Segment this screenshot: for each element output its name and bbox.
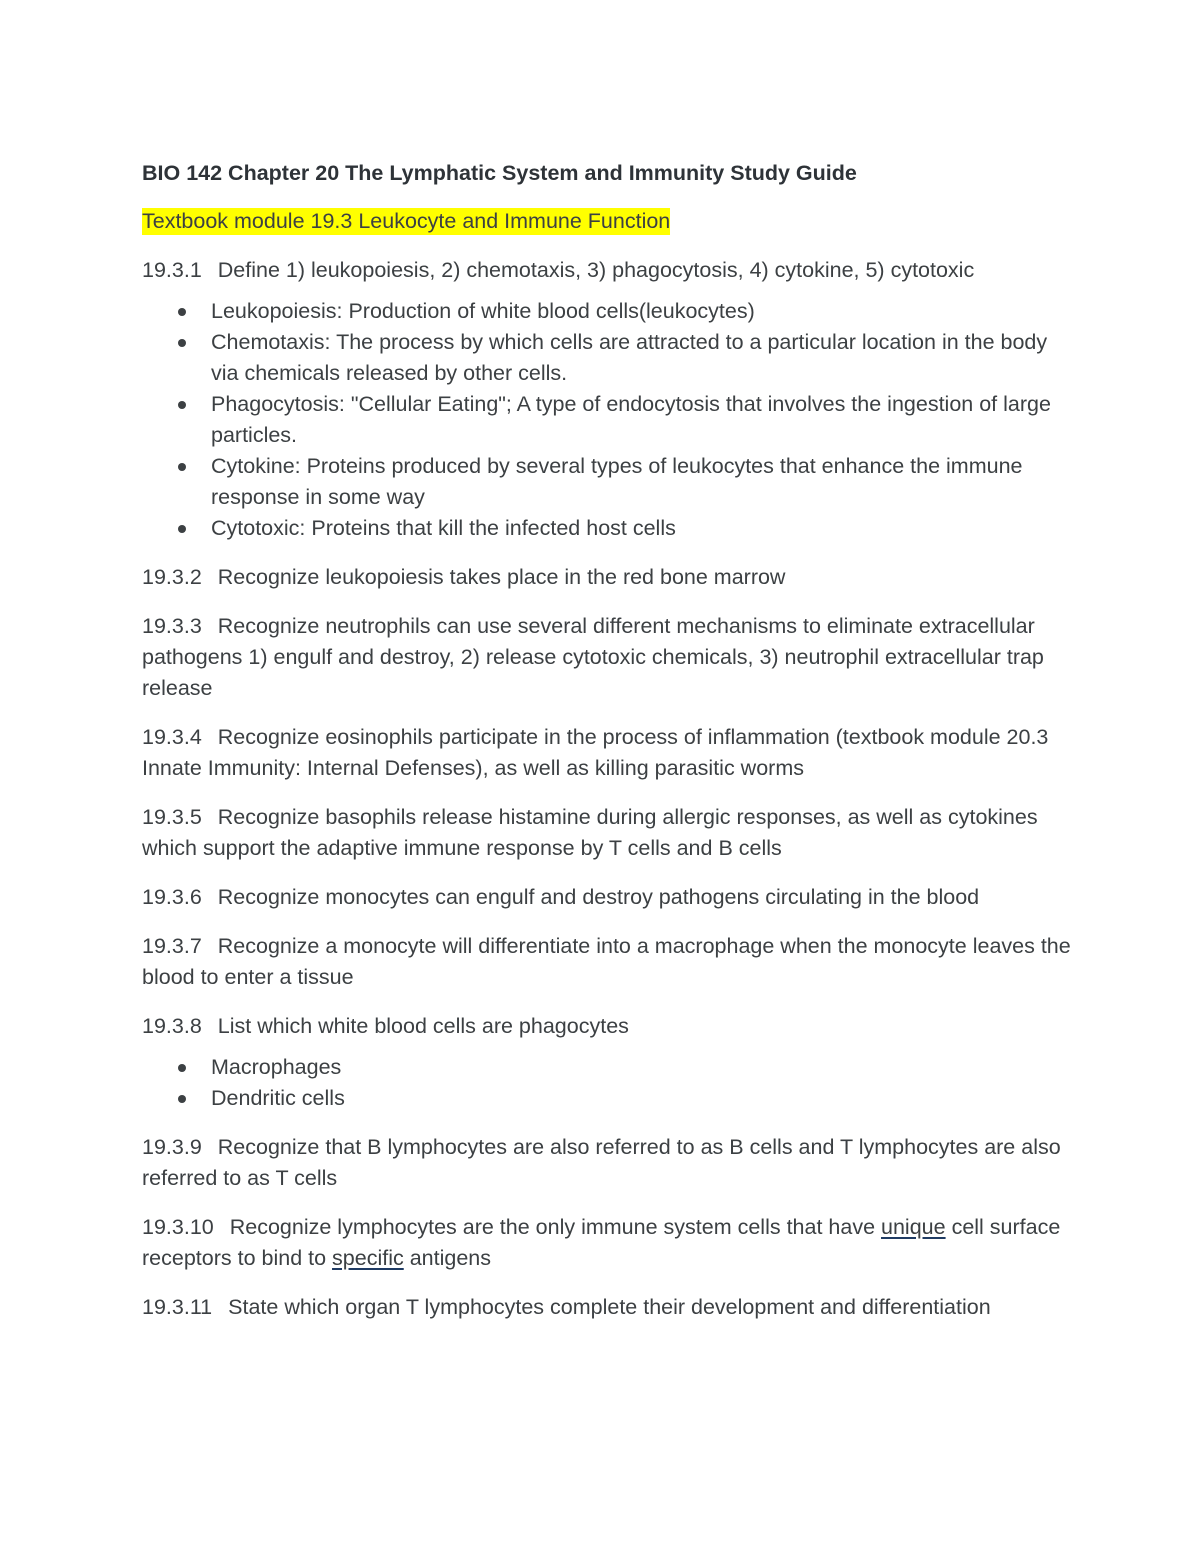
objective-text: Recognize eosinophils participate in the process of inflammation (textbook module 20.3 Innate Immunity: Internal Defenses), as well as killing parasitic worms	[142, 725, 1049, 780]
list-item: Macrophages	[142, 1052, 1072, 1083]
bullet-icon	[178, 1095, 186, 1103]
objective-text: Recognize neutrophils can use several different mechanisms to eliminate extracellular pathogens 1) engulf and destroy, 2) release cytotoxic chemicals, 3) neutrophil extracellular trap release	[142, 614, 1044, 700]
list-item: Dendritic cells	[142, 1083, 1072, 1114]
objective-19-3-11	[142, 1292, 1072, 1323]
phagocytes-list	[142, 1052, 1072, 1114]
objective-text: Recognize that B lymphocytes are also referred to as B cells and T lymphocytes are also referred to as T cells	[142, 1135, 1061, 1190]
objective-number: 19.3.2	[142, 565, 202, 589]
list-item: Leukopoiesis: Production of white blood cells(leukocytes)	[142, 296, 1072, 327]
underlined-word: unique	[881, 1215, 946, 1239]
list-item: Chemotaxis: The process by which cells are attracted to a particular location in the body via chemicals released by other cells.	[142, 327, 1072, 389]
objective-text: Recognize monocytes can engulf and destroy pathogens circulating in the blood	[217, 885, 980, 909]
objective-19-3-7	[142, 931, 1072, 993]
objective-number: 19.3.4	[142, 725, 202, 749]
objective-number: 19.3.11	[142, 1295, 213, 1319]
objective-19-3-4	[142, 722, 1072, 784]
highlighted-module-heading: Textbook module 19.3 Leukocyte and Immune Function	[142, 209, 671, 233]
definitions-list	[142, 296, 1072, 544]
objective-text: Define 1) leukopoiesis, 2) chemotaxis, 3) phagocytosis, 4) cytokine, 5) cytotoxic	[217, 258, 975, 282]
bullet-icon	[178, 463, 186, 471]
document-page	[142, 158, 1072, 1341]
list-item: Cytokine: Proteins produced by several types of leukocytes that enhance the immune response in some way	[142, 451, 1072, 513]
objective-number: 19.3.10	[142, 1215, 214, 1239]
objective-number: 19.3.5	[142, 805, 202, 829]
objective-19-3-1	[142, 255, 1072, 286]
objective-number: 19.3.9	[142, 1135, 202, 1159]
objective-19-3-3	[142, 611, 1072, 704]
objective-number: 19.3.1	[142, 258, 202, 282]
list-item: Phagocytosis: "Cellular Eating"; A type of endocytosis that involves the ingestion of large particles.	[142, 389, 1072, 451]
objective-number: 19.3.3	[142, 614, 202, 638]
objective-19-3-8	[142, 1011, 1072, 1042]
list-item: Cytotoxic: Proteins that kill the infected host cells	[142, 513, 1072, 544]
bullet-icon	[178, 525, 186, 533]
document-title: BIO 142 Chapter 20 The Lymphatic System and Immunity Study Guide	[142, 161, 857, 185]
objective-19-3-10	[142, 1212, 1072, 1274]
objective-text: Recognize lymphocytes are the only immune system cells that have unique cell surface receptors to bind to specific antigens	[142, 1215, 1061, 1270]
objective-text: State which organ T lymphocytes complete their development and differentiation	[228, 1295, 991, 1319]
module-heading	[142, 206, 1072, 237]
objective-19-3-5	[142, 802, 1072, 864]
objective-text: List which white blood cells are phagocytes	[217, 1014, 629, 1038]
objective-text: Recognize basophils release histamine during allergic responses, as well as cytokines which support the adaptive immune response by T cells and B cells	[142, 805, 1038, 860]
objective-19-3-9	[142, 1132, 1072, 1194]
underlined-word: specific	[332, 1246, 404, 1270]
objective-19-3-2	[142, 562, 1072, 593]
bullet-icon	[178, 308, 186, 316]
objective-text: Recognize leukopoiesis takes place in the red bone marrow	[217, 565, 786, 589]
objective-text: Recognize a monocyte will differentiate into a macrophage when the monocyte leaves the blood to enter a tissue	[142, 934, 1071, 989]
objective-number: 19.3.7	[142, 934, 202, 958]
bullet-icon	[178, 1064, 186, 1072]
objective-number: 19.3.8	[142, 1014, 202, 1038]
bullet-icon	[178, 401, 186, 409]
objective-number: 19.3.6	[142, 885, 202, 909]
bullet-icon	[178, 339, 186, 347]
objective-19-3-6	[142, 882, 1072, 913]
